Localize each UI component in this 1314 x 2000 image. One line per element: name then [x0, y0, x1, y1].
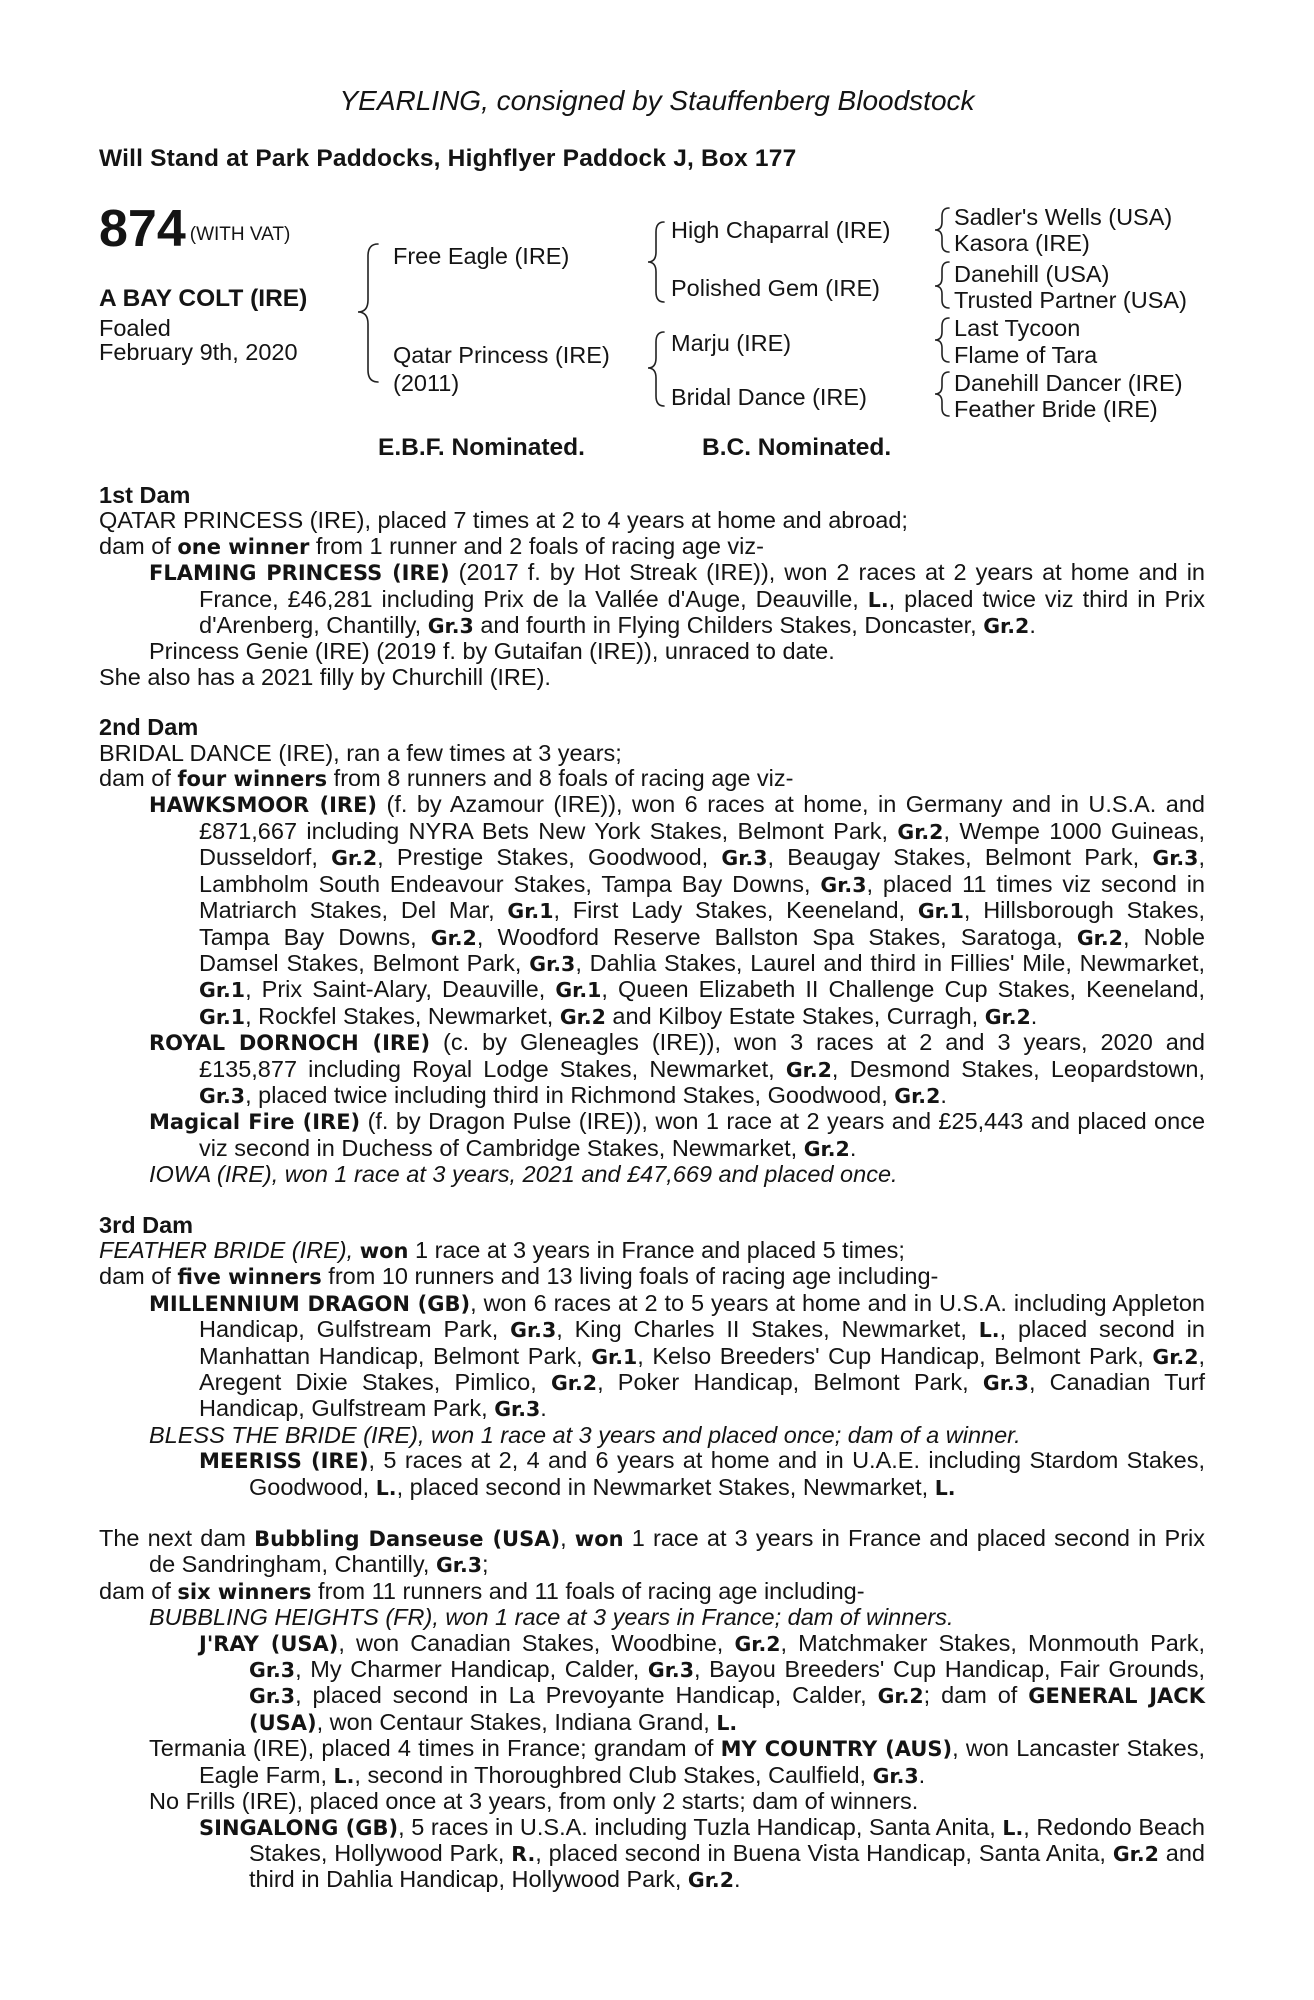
- first-dam-produce-summary: dam of one winner from 1 runner and 2 foals of racing age viz-: [99, 532, 764, 559]
- ggp-3: Danehill (USA): [954, 261, 1110, 287]
- catalogue-body: [99, 483, 1205, 1894]
- produce-entry-princess-genie: Princess Genie (IRE) (2019 f. by Gutaifan (IRE)), unraced to date.: [149, 638, 835, 665]
- dam-sire: Marju (IRE): [671, 330, 792, 356]
- stand-location: Will Stand at Park Paddocks, Highflyer Paddock J, Box 177: [99, 145, 797, 172]
- next-dam-produce-summary: dam of six winners from 11 runners and 11 foals of racing age including-: [99, 1577, 865, 1604]
- ebf-nomination: E.B.F. Nominated.: [378, 434, 585, 461]
- third-dam-produce-summary: dam of five winners from 10 runners and 13 living foals of racing age including-: [99, 1263, 939, 1290]
- ggp-6: Flame of Tara: [954, 342, 1098, 368]
- brace-ggp-2: [935, 262, 949, 308]
- page-title: YEARLING, consigned by Stauffenberg Bloodstock: [339, 85, 975, 116]
- ggp-2: Kasora (IRE): [954, 230, 1090, 256]
- brace-dam: [648, 332, 664, 406]
- produce-entry-termania: Termania (IRE), placed 4 times in France; grandam of MY COUNTRY (AUS), won Lancaster Stakes, Eagle Farm, L., second in Thoroughbred Club Stakes, Caulfield, Gr.3.: [149, 1735, 1205, 1788]
- produce-entry-royal-dornoch: ROYAL DORNOCH (IRE) (c. by Gleneagles (IRE)), won 3 races at 2 and 3 years, 2020 and £135,877 including Royal Lodge Stakes, Newmarket, Gr.2, Desmond Stakes, Leopardstown, Gr.3, placed twice including third in Richmond Stakes, Goodwood, Gr.2.: [149, 1029, 1205, 1108]
- horse-name: J'RAY (USA): [199, 1631, 339, 1656]
- horse-name: HAWKSMOOR (IRE): [149, 793, 378, 818]
- foaled-date: February 9th, 2020: [99, 339, 298, 365]
- ggp-4: Trusted Partner (USA): [954, 287, 1187, 313]
- bc-nomination: B.C. Nominated.: [702, 434, 892, 461]
- sire-sire: High Chaparral (IRE): [671, 217, 891, 243]
- produce-entry-bless-the-bride: BLESS THE BRIDE (IRE), won 1 race at 3 years and placed once; dam of a winner.: [149, 1421, 1021, 1448]
- sire: Free Eagle (IRE): [393, 243, 570, 269]
- horse-name: ROYAL DORNOCH (IRE): [149, 1031, 431, 1056]
- second-dam-produce-summary: dam of four winners from 8 runners and 8 foals of racing age viz-: [99, 765, 794, 792]
- second-dam-heading: 2nd Dam: [99, 714, 199, 741]
- horse-name: IOWA (IRE): [149, 1161, 272, 1188]
- brace-sire: [648, 222, 664, 302]
- ggp-8: Feather Bride (IRE): [954, 396, 1158, 422]
- produce-entry-bubbling-heights: BUBBLING HEIGHTS (FR), won 1 race at 3 years in France; dam of winners.: [149, 1604, 954, 1631]
- ggp-7: Danehill Dancer (IRE): [954, 370, 1183, 396]
- ggp-5: Last Tycoon: [954, 315, 1081, 341]
- ggp-1: Sadler's Wells (USA): [954, 204, 1173, 230]
- produce-entry-flaming-princess: FLAMING PRINCESS (IRE) (2017 f. by Hot Streak (IRE)), won 2 races at 2 years at home and in France, £46,281 including Prix de la Vallée d'Auge, Deauville, L., placed twice viz third in Prix d'Arenberg, Chantilly, Gr.3 and fourth in Flying Childers Stakes, Doncaster, Gr.2.: [149, 559, 1205, 639]
- horse-name: BLESS THE BRIDE (IRE): [149, 1421, 418, 1448]
- produce-entry-hawksmoor: HAWKSMOOR (IRE) (f. by Azamour (IRE)), won 6 races at home, in Germany and in U.S.A. and £871,667 including NYRA Bets New York Stakes, Belmont Park, Gr.2, Wempe 1000 Guineas, Dusseldorf, Gr.2, Prestige Stakes, Goodwood, Gr.3, Beaugay Stakes, Belmont Park, Gr.3, Lambholm South Endeavour Stakes, Tampa Bay Downs, Gr.3, placed 11 times viz second in Matriarch Stakes, Del Mar, Gr.1, First Lady Stakes, Keeneland, Gr.1, Hillsborough Stakes, Tampa Bay Downs, Gr.2, Woodford Reserve Ballston Spa Stakes, Saratoga, Gr.2, Noble Damsel Stakes, Belmont Park, Gr.3, Dahlia Stakes, Laurel and third in Fillies' Mile, Newmarket, Gr.1, Prix Saint-Alary, Deauville, Gr.1, Queen Elizabeth II Challenge Cup Stakes, Keeneland, Gr.1, Rockfel Stakes, Newmarket, Gr.2 and Kilboy Estate Stakes, Curragh, Gr.2.: [149, 791, 1206, 1029]
- dam-year: (2011): [393, 370, 460, 396]
- third-dam-intro: FEATHER BRIDE (IRE), won 1 race at 3 years in France and placed 5 times;: [99, 1236, 905, 1263]
- third-dam-heading: 3rd Dam: [99, 1211, 194, 1238]
- second-dam-intro: BRIDAL DANCE (IRE), ran a few times at 3 years;: [99, 739, 622, 766]
- produce-entry-no-frills: No Frills (IRE), placed once at 3 years, from only 2 starts; dam of winners.: [149, 1788, 919, 1815]
- vat-note: (WITH VAT): [189, 224, 291, 245]
- horse-name: Magical Fire (IRE): [149, 1110, 361, 1135]
- horse-name: BUBBLING HEIGHTS (FR): [149, 1604, 433, 1631]
- first-dam-intro: QATAR PRINCESS (IRE), placed 7 times at 2 to 4 years at home and abroad;: [99, 507, 908, 534]
- produce-entry-millennium-dragon: MILLENNIUM DRAGON (GB), won 6 races at 2 to 5 years at home and in U.S.A. including Appleton Handicap, Gulfstream Park, Gr.3, King Charles II Stakes, Newmarket, L., placed second in Manhattan Handicap, Belmont Park, Gr.1, Kelso Breeders' Cup Handicap, Belmont Park, Gr.2, Aregent Dixie Stakes, Pimlico, Gr.2, Poker Handicap, Belmont Park, Gr.3, Canadian Turf Handicap, Gulfstream Park, Gr.3.: [149, 1289, 1206, 1422]
- lot-description: A BAY COLT (IRE): [99, 285, 308, 312]
- lot-number: 874: [99, 200, 186, 258]
- brace-main: [358, 244, 378, 382]
- dam-name: Qatar Princess (IRE): [393, 342, 610, 368]
- produce-entry-jray: J'RAY (USA), won Canadian Stakes, Woodbine, Gr.2, Matchmaker Stakes, Monmouth Park, Gr.3, My Charmer Handicap, Calder, Gr.3, Bayou Breeders' Cup Handicap, Fair Grounds, Gr.3, placed second in La Prevoyante Handicap, Calder, Gr.2; dam of GENERAL JACK (USA), won Centaur Stakes, Indiana Grand, L.: [199, 1629, 1205, 1735]
- produce-entry-magical-fire: Magical Fire (IRE) (f. by Dragon Pulse (IRE)), won 1 race at 2 years and £25,443 and placed once viz second in Duchess of Cambridge Stakes, Newmarket, Gr.2.: [149, 1108, 1206, 1161]
- foaled-label: Foaled: [99, 315, 171, 341]
- first-dam-heading: 1st Dam: [99, 482, 191, 508]
- first-dam-also: She also has a 2021 filly by Churchill (IRE).: [99, 663, 551, 690]
- horse-name: FLAMING PRINCESS (IRE): [149, 561, 450, 586]
- produce-entry-meeriss: MEERISS (IRE), 5 races at 2, 4 and 6 years at home and in U.A.E. including Stardom Stakes, Goodwood, L., placed second in Newmarket Stakes, Newmarket, L.: [199, 1447, 1205, 1500]
- produce-entry-iowa: IOWA (IRE), won 1 race at 3 years, 2021 and £47,669 and placed once.: [149, 1161, 898, 1188]
- dam-dam: Bridal Dance (IRE): [671, 384, 867, 410]
- brace-ggp-1: [935, 208, 949, 252]
- horse-name: SINGALONG (GB): [199, 1815, 399, 1840]
- next-dam-intro: The next dam Bubbling Danseuse (USA), won 1 race at 3 years in France and placed second in Prix de Sandringham, Chantilly, Gr.3;: [99, 1525, 1206, 1578]
- brace-ggp-4: [935, 372, 949, 416]
- produce-entry-singalong: SINGALONG (GB), 5 races in U.S.A. including Tuzla Handicap, Santa Anita, L., Redondo Beach Stakes, Hollywood Park, R., placed second in Buena Vista Handicap, Santa Anita, Gr.2 and third in Dahlia Handicap, Hollywood Park, Gr.2.: [199, 1813, 1205, 1893]
- sire-dam: Polished Gem (IRE): [671, 275, 880, 301]
- horse-name: MEERISS (IRE): [199, 1449, 369, 1474]
- brace-ggp-3: [935, 318, 949, 362]
- horse-name: MILLENNIUM DRAGON (GB): [149, 1291, 471, 1316]
